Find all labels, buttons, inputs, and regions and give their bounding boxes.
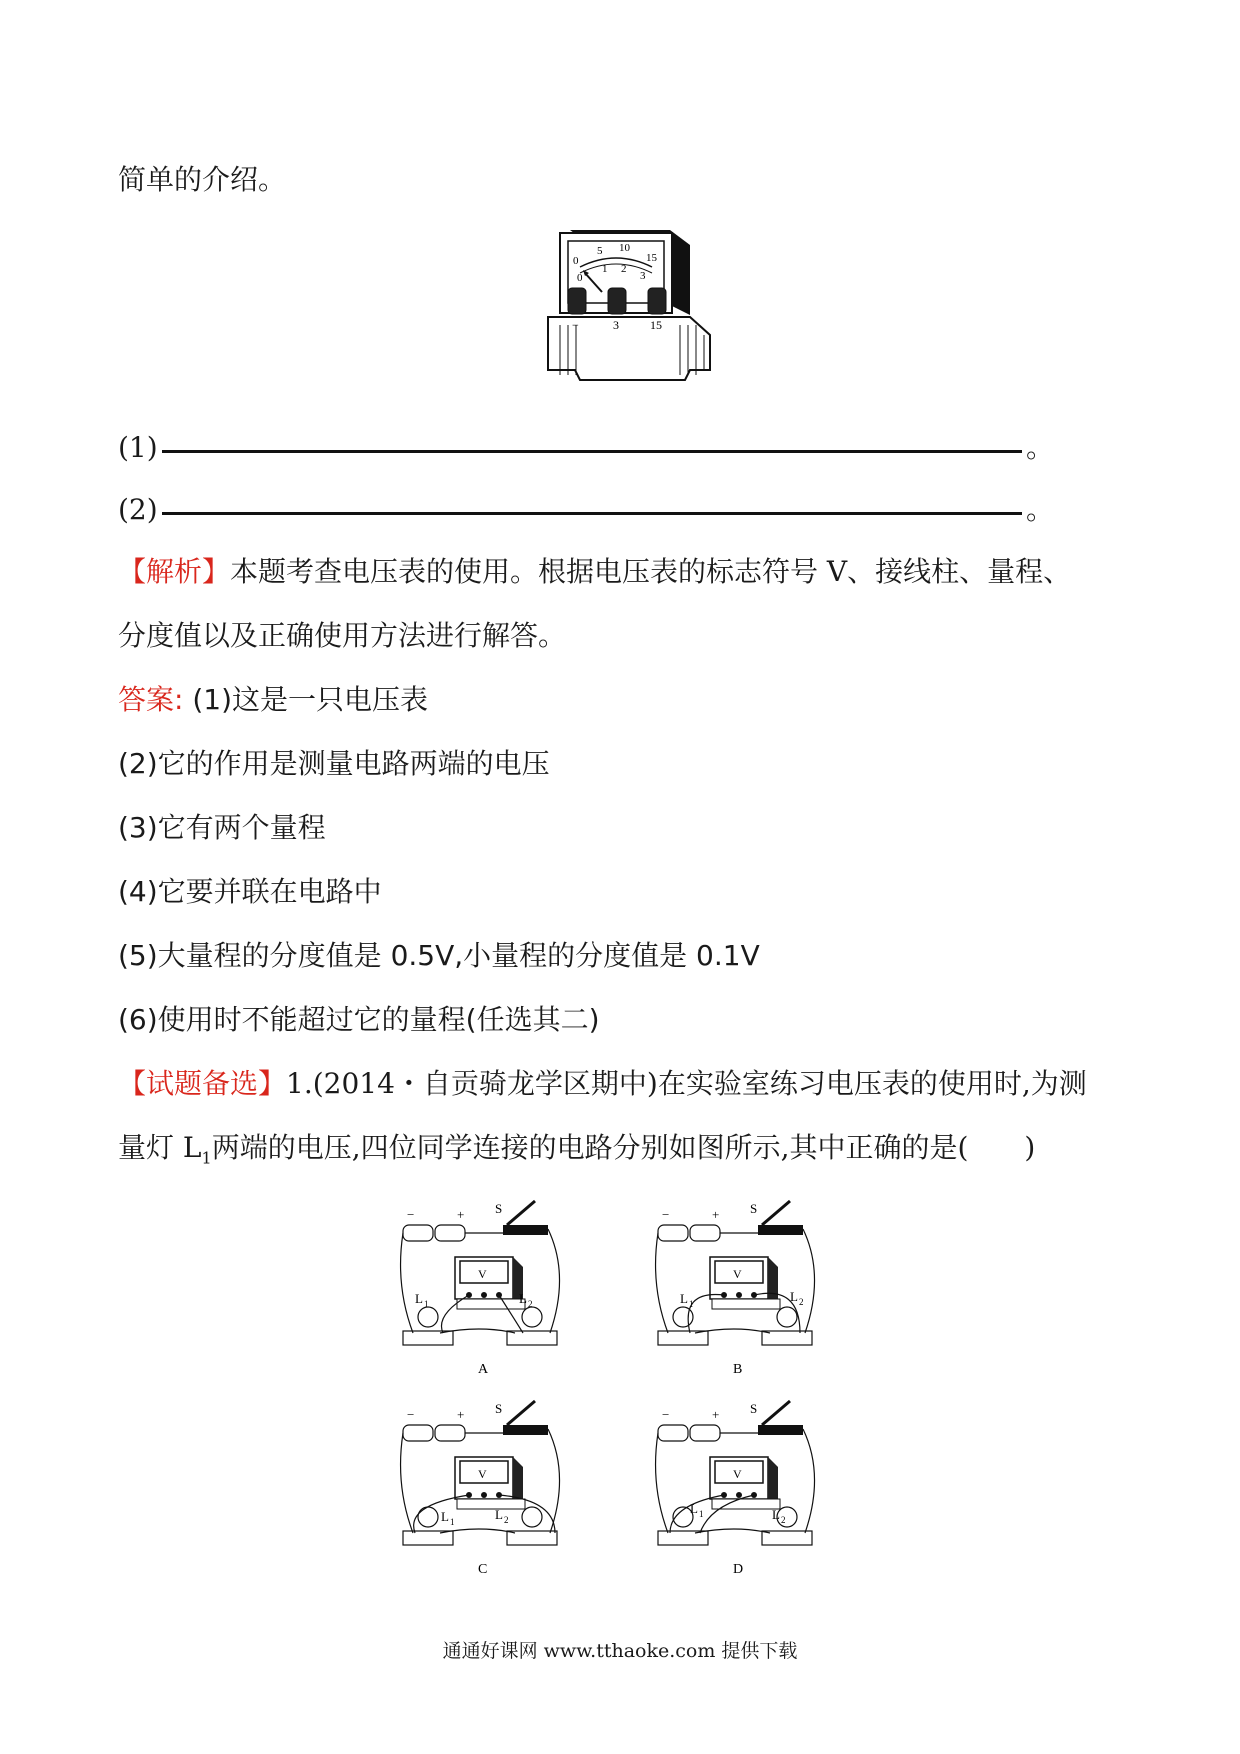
circuit-c-plus: + [457, 1407, 465, 1422]
scale-bottom-3: 3 [640, 270, 646, 282]
answer-item-5: (5)大量程的分度值是 0.5V,小量程的分度值是 0.1V [118, 939, 760, 972]
circuit-b-letter: B [733, 1362, 743, 1377]
scale-bottom-2: 2 [621, 263, 627, 275]
circuit-c-lamp1: L [441, 1509, 449, 1524]
circuit-b-lamp2: L [790, 1289, 798, 1304]
analysis-tag: 【解析】 [118, 555, 231, 588]
circuit-c-lamp2-sub: 2 [504, 1515, 509, 1525]
scale-top-5: 5 [597, 245, 603, 257]
circuit-a-minus: − [407, 1207, 415, 1222]
backup-text-1: 1.(2014・自贡骑龙学区期中)在实验室练习电压表的使用时,为测 [286, 1067, 1087, 1100]
scale-top-0: 0 [573, 255, 579, 267]
circuit-d-lamp2-sub: 2 [781, 1515, 786, 1525]
terminal-minus: − [572, 318, 579, 332]
analysis-line-2: 分度值以及正确使用方法进行解答。 [118, 619, 567, 652]
backup-text-2a: 量灯 L [118, 1131, 202, 1164]
voltmeter-figure [540, 225, 720, 395]
circuit-b-switch: S [750, 1201, 758, 1216]
circuit-d-lamp1: L [690, 1501, 698, 1516]
backup-text-2b: 两端的电压,四位同学连接的电路分别如图所示,其中正确的是( ) [211, 1131, 1036, 1164]
analysis-text-1: 本题考查电压表的使用。根据电压表的标志符号 V、接线柱、量程、 [230, 555, 1072, 588]
circuit-b-lamp1: L [680, 1291, 688, 1306]
analysis-line-1 [118, 552, 1071, 592]
circuit-c-meter: V [478, 1467, 487, 1481]
answer-tag: 答案: [118, 683, 184, 716]
circuit-d-lamp2: L [772, 1507, 780, 1522]
circuit-b-lamp1-sub: 1 [689, 1299, 694, 1309]
circuit-c-lamp2: L [495, 1507, 503, 1522]
circuit-b-lamp2-sub: 2 [799, 1297, 804, 1307]
circuit-a[interactable] [401, 1201, 560, 1377]
circuit-a-lamp1: L [415, 1291, 423, 1306]
circuit-d-lamp1-sub: 1 [699, 1509, 704, 1519]
circuit-c-letter: C [478, 1562, 488, 1577]
circuit-d-switch: S [750, 1401, 758, 1416]
circuit-a-lamp1-sub: 1 [424, 1299, 429, 1309]
terminal-3: 3 [613, 318, 619, 332]
scale-top-10: 10 [619, 242, 630, 254]
circuit-a-plus: + [457, 1207, 465, 1222]
circuit-b-meter: V [733, 1267, 742, 1281]
circuit-d[interactable] [656, 1401, 815, 1577]
blank-1-label: (1) [118, 431, 158, 464]
blank-1-end: 。 [1026, 431, 1055, 464]
backup-line-1 [118, 1064, 1087, 1104]
backup-line-2 [118, 1128, 1035, 1179]
circuit-c[interactable] [401, 1401, 560, 1577]
circuit-a-lamp2-sub: 2 [528, 1299, 533, 1309]
circuit-d-letter: D [733, 1562, 744, 1577]
circuit-diagrams [395, 1195, 875, 1595]
terminal-15: 15 [650, 318, 662, 332]
circuit-b-plus: + [712, 1207, 720, 1222]
circuit-c-switch: S [495, 1401, 503, 1416]
circuit-b-minus: − [662, 1207, 670, 1222]
circuit-a-meter: V [478, 1267, 487, 1281]
circuit-a-letter: A [478, 1362, 489, 1377]
blank-1-line[interactable] [162, 450, 1022, 453]
scale-top-15: 15 [646, 252, 657, 264]
backup-tag: 【试题备选】 [118, 1067, 287, 1100]
blank-2-end: 。 [1026, 493, 1055, 526]
scale-bottom-1: 1 [602, 263, 608, 275]
answer-item-4: (4)它要并联在电路中 [118, 875, 382, 908]
blank-2-line[interactable] [162, 512, 1022, 515]
terminal-knobs [568, 288, 666, 314]
answer-item-6: (6)使用时不能超过它的量程(任选其二) [118, 1003, 600, 1036]
answer-item-3: (3)它有两个量程 [118, 811, 326, 844]
circuit-d-minus: − [662, 1407, 670, 1422]
circuit-c-lamp1-sub: 1 [450, 1517, 455, 1527]
circuit-a-switch: S [495, 1201, 503, 1216]
answer-item-2: (2)它的作用是测量电路两端的电压 [118, 747, 550, 780]
answer-item-1: (1)这是一只电压表 [192, 683, 429, 716]
circuit-b[interactable] [656, 1201, 815, 1377]
blank-2-label: (2) [118, 493, 158, 526]
circuit-d-meter: V [733, 1467, 742, 1481]
circuit-d-plus: + [712, 1407, 720, 1422]
circuit-c-minus: − [407, 1407, 415, 1422]
scale-bottom-0: 0 [577, 272, 583, 284]
intro-text: 简单的介绍。 [118, 163, 287, 196]
footer: 通通好课网 www.tthaoke.com 提供下载 [442, 1640, 798, 1662]
answer-line-1 [118, 680, 428, 720]
backup-text-2-sub: 1 [201, 1148, 212, 1168]
circuit-a-lamp2: L [519, 1291, 527, 1306]
